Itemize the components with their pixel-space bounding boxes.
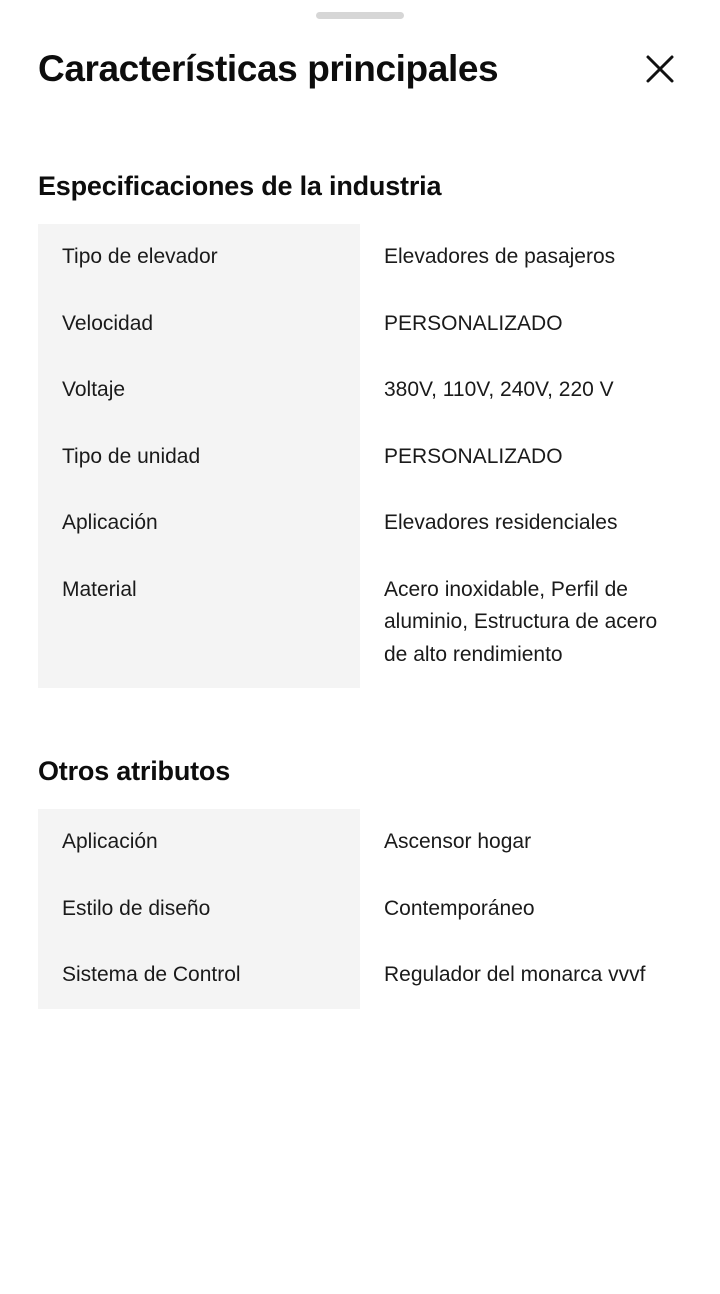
spec-value: Acero inoxidable, Perfil de aluminio, Estructura de acero de alto rendimiento bbox=[384, 577, 658, 666]
table-row bbox=[38, 357, 682, 424]
spec-value: 380V, 110V, 240V, 220 V bbox=[384, 378, 614, 402]
spec-value: Ascensor hogar bbox=[384, 830, 532, 854]
spec-key: Material bbox=[38, 557, 360, 689]
spec-value: Elevadores residenciales bbox=[384, 511, 618, 535]
spec-key: Aplicación bbox=[38, 809, 360, 876]
spec-key: Tipo de elevador bbox=[38, 224, 360, 291]
spec-value: PERSONALIZADO bbox=[384, 311, 563, 335]
section-title-industry-specs: Especificaciones de la industria bbox=[38, 171, 442, 201]
spec-key: Estilo de diseño bbox=[38, 876, 360, 943]
close-icon bbox=[643, 52, 677, 86]
section-title-other-attributes: Otros atributos bbox=[38, 756, 231, 787]
spec-value: PERSONALIZADO bbox=[384, 444, 563, 468]
sheet-content bbox=[0, 108, 720, 1294]
page-title: Características principales bbox=[38, 47, 499, 89]
spec-key: Aplicación bbox=[38, 490, 360, 557]
spec-value: Contemporáneo bbox=[384, 896, 535, 920]
spec-key: Voltaje bbox=[38, 357, 360, 424]
close-button[interactable] bbox=[636, 45, 684, 93]
spec-key: Sistema de Control bbox=[38, 942, 360, 1009]
table-row bbox=[38, 942, 682, 1009]
spec-value: Regulador del monarca vvvf bbox=[384, 963, 646, 987]
drag-handle[interactable] bbox=[316, 12, 404, 19]
table-row bbox=[38, 424, 682, 491]
spec-value: Elevadores de pasajeros bbox=[384, 245, 616, 268]
table-row bbox=[38, 224, 682, 291]
table-row bbox=[38, 557, 682, 689]
table-row bbox=[38, 809, 682, 876]
spec-table-other-attributes bbox=[38, 809, 682, 1009]
spec-table-industry-specs bbox=[38, 224, 682, 688]
table-row bbox=[38, 291, 682, 358]
table-row bbox=[38, 490, 682, 557]
spec-key: Tipo de unidad bbox=[38, 424, 360, 491]
drag-handle-area[interactable] bbox=[0, 0, 720, 30]
spec-key: Velocidad bbox=[38, 291, 360, 358]
sheet-header bbox=[0, 30, 720, 108]
table-row bbox=[38, 876, 682, 943]
